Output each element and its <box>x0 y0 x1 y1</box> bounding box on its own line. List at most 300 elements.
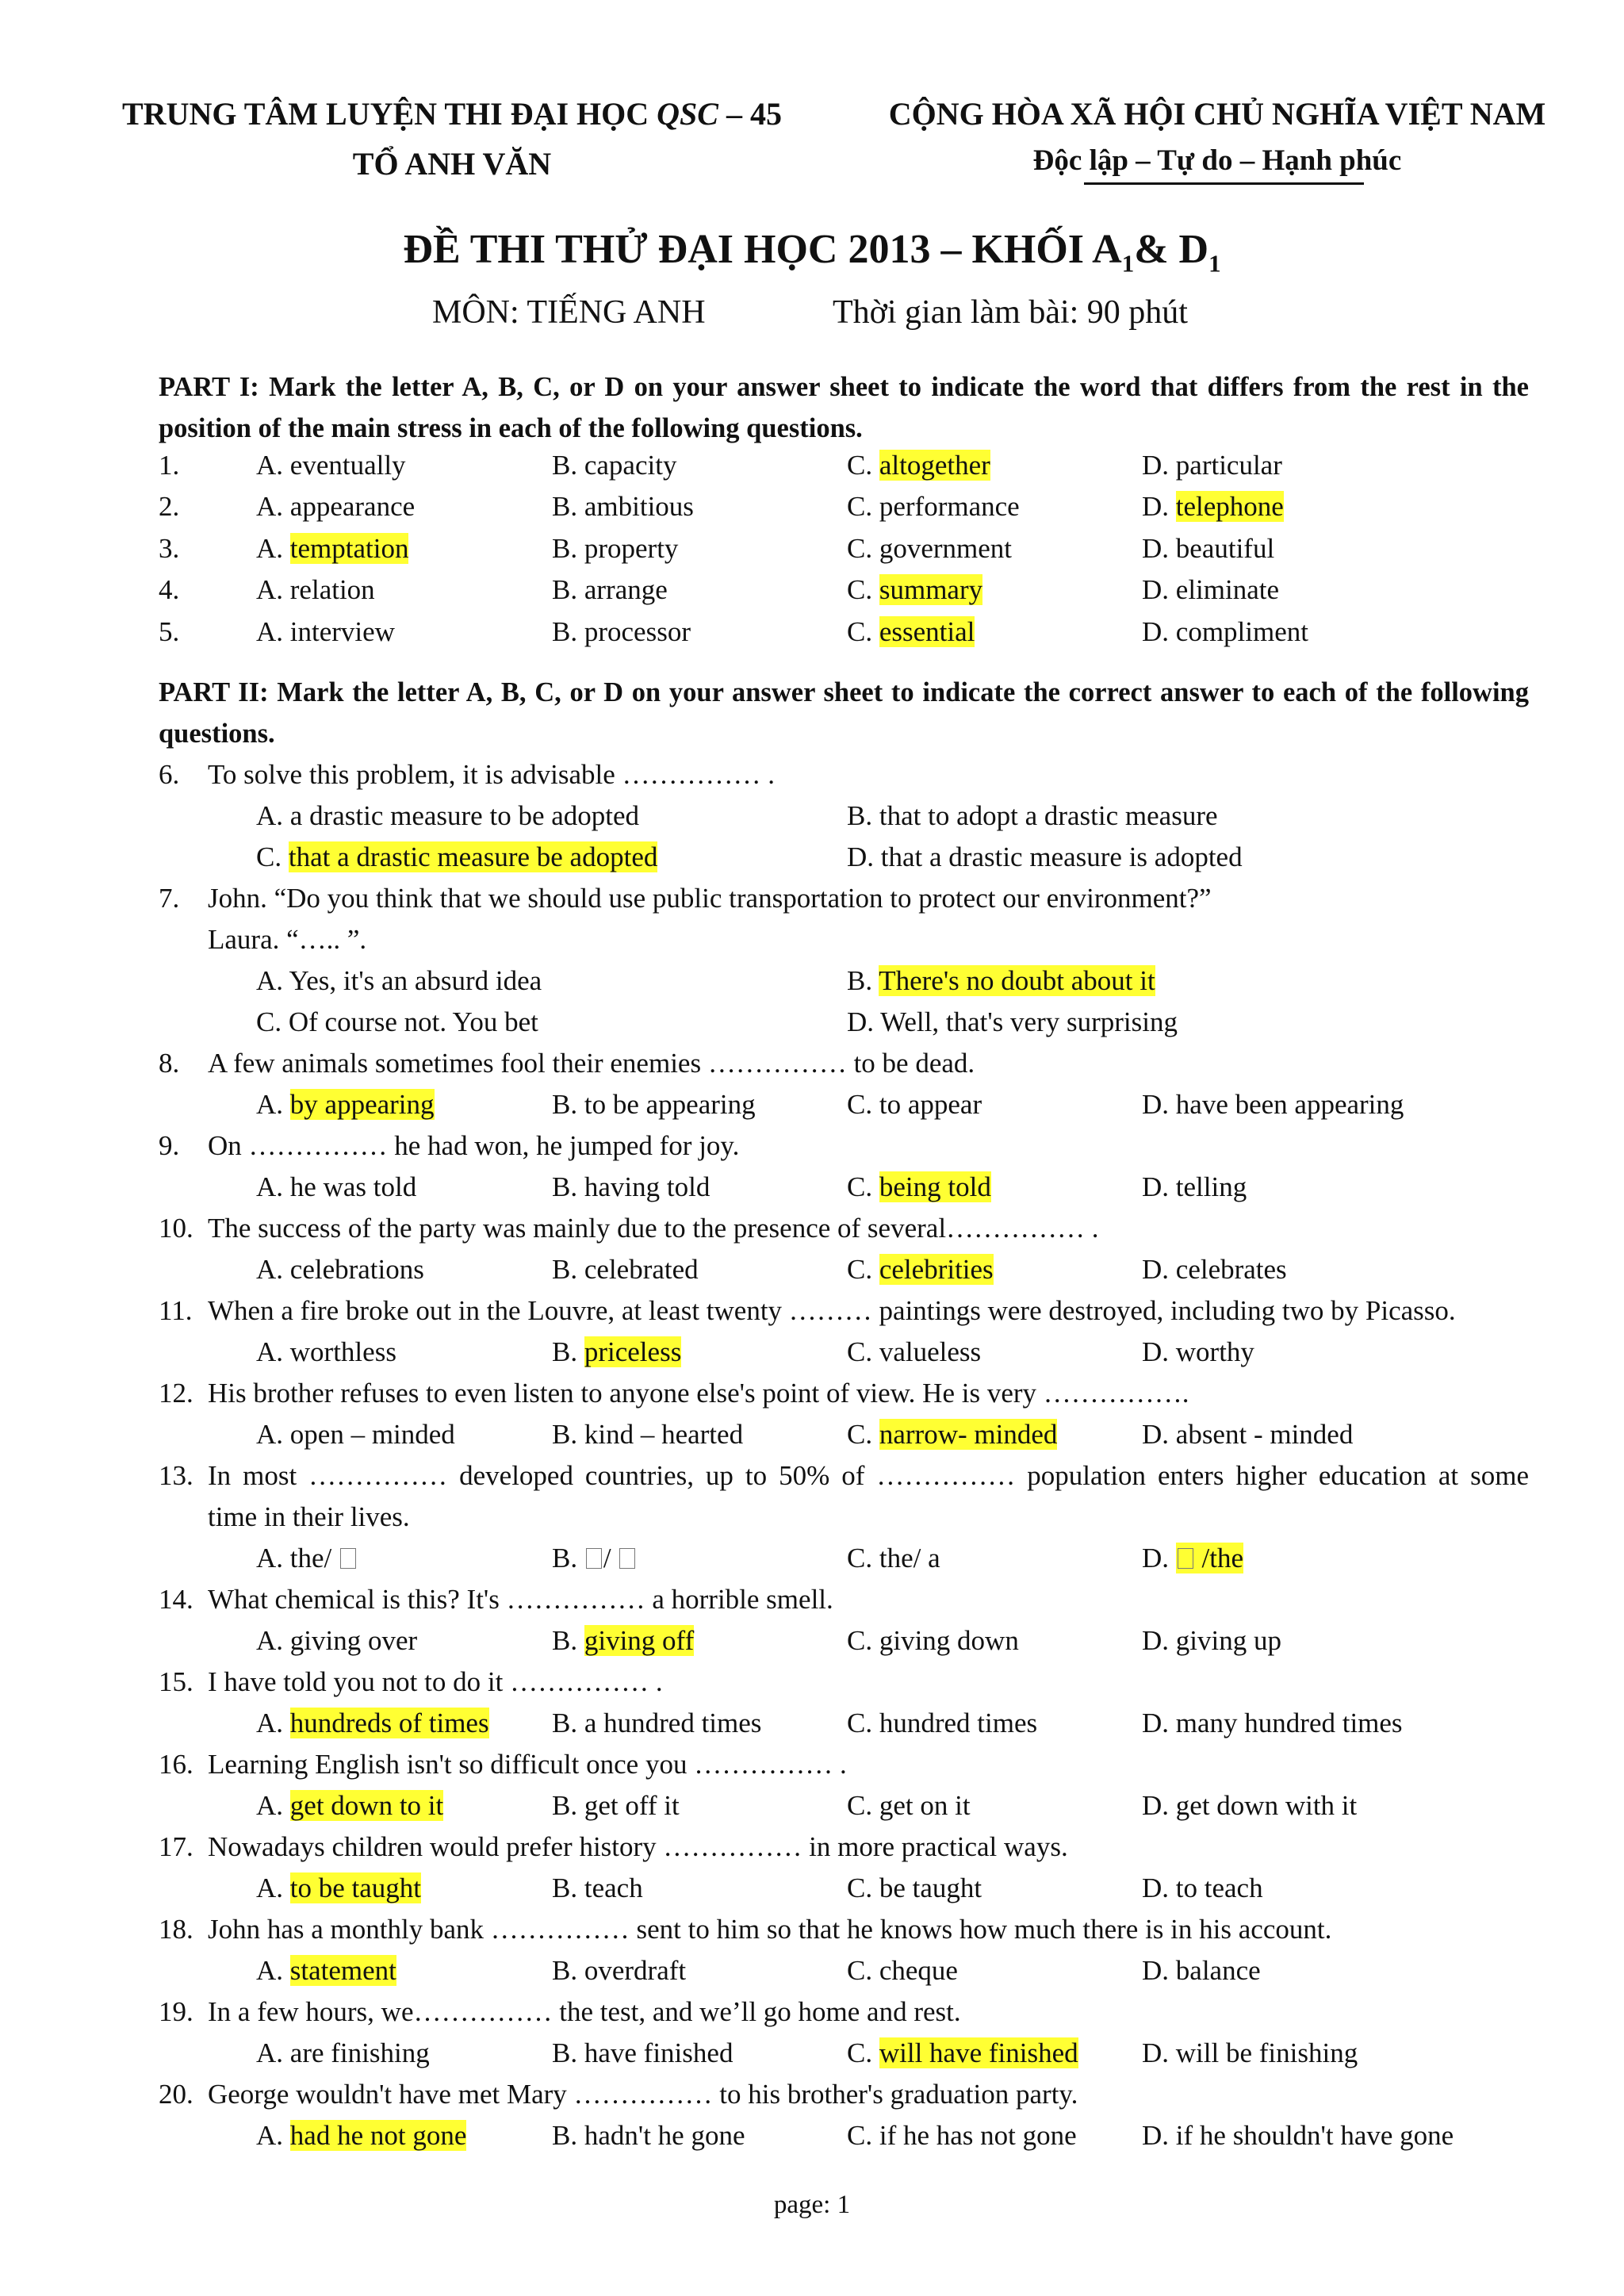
option-letter: C. <box>847 1790 879 1821</box>
option-text-highlighted: by appearing <box>289 1089 435 1120</box>
question-stem-row <box>0 883 1624 924</box>
option-text: get down with it <box>1175 1790 1358 1821</box>
option-text: a hundred times <box>584 1708 762 1738</box>
options-row <box>0 1171 1624 1213</box>
option-d[interactable] <box>847 841 1243 873</box>
option-letter: C. <box>847 1625 879 1656</box>
option-letter: D. <box>1142 1872 1176 1903</box>
option-letter: D. <box>1142 450 1176 481</box>
question-number: 13. <box>159 1460 193 1491</box>
question-stem-row <box>0 1666 1624 1708</box>
option-letter: A. <box>256 800 290 831</box>
option-letter: D. <box>1142 2037 1176 2068</box>
question-text: When a fire broke out in the Louvre, at least twenty ……… paintings were destroyed, including two by Picasso. <box>208 1295 1456 1326</box>
option-letter: D. <box>1142 491 1176 522</box>
option-letter: D. <box>847 1006 881 1037</box>
option-a[interactable] <box>256 1419 455 1451</box>
option-text-highlighted: get down to it <box>289 1790 444 1821</box>
option-text: government <box>879 533 1013 564</box>
option-letter: C. <box>847 491 879 522</box>
option-letter: B. <box>552 2120 584 2151</box>
option-text: to appear <box>879 1089 982 1120</box>
option-text: eventually <box>289 450 406 481</box>
option-text-highlighted: that a drastic measure be adopted <box>288 841 658 872</box>
option-b[interactable] <box>552 574 668 606</box>
option-letter: D. <box>1142 1708 1176 1738</box>
option-text-highlighted: will have finished <box>879 2037 1078 2068</box>
option-letter: D. <box>1142 1543 1176 1573</box>
option-b[interactable] <box>552 533 678 565</box>
option-c[interactable] <box>847 574 982 606</box>
question-text: Learning English isn't so difficult once you …………… . <box>208 1749 847 1780</box>
question-number: 15. <box>159 1666 193 1697</box>
question-number: 8. <box>159 1048 180 1079</box>
option-letter: B. <box>552 450 584 481</box>
option-letter: C. <box>256 1006 289 1037</box>
question-text: On …………… he had won, he jumped for joy. <box>208 1130 740 1161</box>
question-text: John. “Do you think that we should use public transportation to protect our environment?” <box>208 883 1212 914</box>
option-d[interactable] <box>1142 1543 1243 1574</box>
option-text-highlighted: statement <box>289 1955 396 1986</box>
option-letter: C. <box>847 1955 879 1986</box>
option-a[interactable] <box>256 1089 435 1121</box>
option-text: Well, that's very surprising <box>880 1006 1178 1037</box>
question-text: What chemical is this? It's …………… a horrible smell. <box>208 1584 833 1615</box>
option-letter: A. <box>256 1419 290 1450</box>
question-number: 7. <box>159 883 180 914</box>
part2-instruction: PART II: Mark the letter A, B, C, or D on your answer sheet to indicate the correct answer to each of the following questions. <box>159 677 1529 749</box>
option-letter: B. <box>552 1790 584 1821</box>
question-number: 1. <box>159 450 180 481</box>
options-row <box>0 2120 1624 2161</box>
option-letter: C. <box>847 1543 879 1573</box>
option-text: cheque <box>879 1955 958 1986</box>
option-letter: A. <box>256 450 290 481</box>
option-a[interactable] <box>256 1625 417 1657</box>
option-a[interactable] <box>256 1254 424 1286</box>
option-text-highlighted: summary <box>879 574 983 605</box>
option-d[interactable] <box>1142 1872 1263 1904</box>
option-text-highlighted: essential <box>879 616 975 647</box>
option-text: giving up <box>1175 1625 1281 1656</box>
options-row <box>0 1708 1624 1749</box>
option-letter: D. <box>1142 574 1176 605</box>
option-a[interactable] <box>256 1708 489 1739</box>
option-letter: B. <box>552 574 584 605</box>
option-letter: D. <box>1142 1790 1176 1821</box>
option-text: to be appearing <box>584 1089 756 1120</box>
option-text: have finished <box>584 2037 733 2068</box>
option-letter: A. <box>256 491 290 522</box>
options-row <box>0 1872 1624 1914</box>
option-text: eliminate <box>1175 574 1280 605</box>
option-c[interactable] <box>847 1872 982 1904</box>
option-letter: C. <box>847 1089 879 1120</box>
question-number: 2. <box>159 491 180 522</box>
question-number: 10. <box>159 1213 193 1244</box>
option-letter: D. <box>1142 1254 1176 1285</box>
option-text: if he has not gone <box>879 2120 1077 2151</box>
option-text: giving down <box>879 1625 1019 1656</box>
option-letter: C. <box>847 1336 879 1367</box>
option-text: that a drastic measure is adopted <box>880 841 1243 872</box>
option-letter: D. <box>1142 1171 1176 1202</box>
option-d[interactable] <box>1142 450 1282 481</box>
question-stem-row <box>0 1996 1624 2037</box>
option-d[interactable] <box>1142 533 1274 565</box>
option-b[interactable] <box>552 1790 680 1822</box>
option-b[interactable] <box>552 450 676 481</box>
option-b[interactable] <box>552 1625 694 1657</box>
option-a[interactable] <box>256 1872 421 1904</box>
option-a[interactable] <box>256 616 395 648</box>
question-stem-row <box>0 1295 1624 1336</box>
option-c[interactable] <box>847 1955 958 1987</box>
option-letter: B. <box>847 800 879 831</box>
option-letter: A. <box>256 533 290 564</box>
option-d[interactable] <box>1142 1790 1357 1822</box>
option-b[interactable] <box>552 491 694 523</box>
options-row <box>0 800 1624 841</box>
options-row <box>0 1625 1624 1666</box>
question-row <box>0 491 1624 532</box>
option-letter: A. <box>256 2037 290 2068</box>
question-continuation <box>0 924 1624 965</box>
option-c[interactable] <box>256 841 657 873</box>
option-letter: C. <box>847 1872 879 1903</box>
option-text: giving over <box>289 1625 418 1656</box>
option-text: be taught <box>879 1872 982 1903</box>
option-c[interactable] <box>847 491 1020 523</box>
time-label: Thời gian làm bài: 90 phút <box>833 294 1188 331</box>
missing-glyph-box <box>619 1548 635 1569</box>
question-number: 12. <box>159 1378 193 1409</box>
question-row <box>0 616 1624 657</box>
option-d[interactable] <box>1142 1336 1254 1368</box>
option-b[interactable] <box>552 1708 761 1739</box>
option-d[interactable] <box>1142 1171 1247 1203</box>
option-text: having told <box>584 1171 710 1202</box>
option-letter: A. <box>256 574 290 605</box>
option-letter: C. <box>847 1419 879 1450</box>
options-row <box>0 841 1624 883</box>
option-letter: B. <box>552 1872 584 1903</box>
option-a[interactable] <box>256 1543 358 1574</box>
question-text-cont: Laura. “….. ”. <box>208 924 367 955</box>
option-letter: D. <box>1142 1419 1176 1450</box>
option-text: open – minded <box>289 1419 455 1450</box>
option-letter: B. <box>552 1419 584 1450</box>
option-d[interactable] <box>1142 491 1284 523</box>
question-stem-row <box>0 759 1624 800</box>
option-text-highlighted: being told <box>879 1171 991 1202</box>
question-row <box>0 533 1624 574</box>
option-b[interactable] <box>552 1089 756 1121</box>
page-number: page: 1 <box>773 2191 851 2219</box>
option-d[interactable] <box>1142 1419 1353 1451</box>
question-number: 4. <box>159 574 180 605</box>
option-letter: C. <box>847 1708 879 1738</box>
question-text: The success of the party was mainly due to the presence of several…………… . <box>208 1213 1099 1244</box>
option-c[interactable] <box>847 1790 971 1822</box>
option-letter: B. <box>847 965 879 996</box>
option-text: Yes, it's an absurd idea <box>289 965 542 996</box>
option-b[interactable] <box>847 800 1218 832</box>
option-letter: B. <box>552 533 584 564</box>
option-letter: A. <box>256 1872 290 1903</box>
option-text: celebrates <box>1175 1254 1287 1285</box>
option-c[interactable] <box>847 2120 1077 2152</box>
option-d[interactable] <box>1142 1625 1281 1657</box>
question-stem-row <box>0 2079 1624 2120</box>
question-text: George wouldn't have met Mary …………… to his brother's graduation party. <box>208 2079 1078 2110</box>
question-number: 14. <box>159 1584 193 1615</box>
exam-title <box>0 226 1624 278</box>
option-letter: A. <box>256 1336 290 1367</box>
option-text: capacity <box>584 450 677 481</box>
option-b[interactable] <box>552 1336 681 1368</box>
center-number: – 45 <box>718 96 782 132</box>
option-d[interactable] <box>847 1006 1178 1038</box>
missing-glyph-box <box>1178 1548 1193 1569</box>
option-a[interactable] <box>256 1336 396 1368</box>
option-d[interactable] <box>1142 1254 1287 1286</box>
question-stem-row <box>0 1460 1624 1501</box>
option-d[interactable] <box>1142 574 1279 606</box>
option-c[interactable] <box>847 450 990 481</box>
option-letter: C. <box>847 2037 879 2068</box>
option-letter: B. <box>552 1089 584 1120</box>
option-letter: D. <box>1142 533 1176 564</box>
option-letter: A. <box>256 1708 290 1738</box>
option-text: worthless <box>289 1336 396 1367</box>
option-letter: A. <box>256 1254 290 1285</box>
option-d[interactable] <box>1142 1089 1404 1121</box>
question-number: 19. <box>159 1996 193 2027</box>
question-stem-row <box>0 1378 1624 1419</box>
option-b[interactable] <box>552 1955 686 1987</box>
option-a[interactable] <box>256 2037 430 2069</box>
option-c[interactable] <box>847 1419 1057 1451</box>
option-letter: D. <box>1142 1955 1176 1986</box>
option-text-highlighted: temptation <box>289 533 409 564</box>
option-text: compliment <box>1175 616 1308 647</box>
question-stem-row <box>0 1584 1624 1625</box>
option-text: hundred times <box>879 1708 1038 1738</box>
option-letter: A. <box>256 1955 290 1986</box>
option-text: relation <box>289 574 375 605</box>
exam-title-main: ĐỀ THI THỬ ĐẠI HỌC 2013 – KHỐI A <box>403 227 1122 272</box>
option-a[interactable] <box>256 491 415 523</box>
option-c[interactable] <box>256 1006 538 1038</box>
question-text: I have told you not to do it …………… . <box>208 1666 663 1697</box>
option-text-highlighted: narrow- minded <box>879 1419 1058 1450</box>
options-row <box>0 2037 1624 2079</box>
option-letter: B. <box>552 616 584 647</box>
option-b[interactable] <box>552 1543 637 1574</box>
question-text: His brother refuses to even listen to anyone else's point of view. He is very ……………. <box>208 1378 1189 1409</box>
question-stem-row <box>0 1749 1624 1790</box>
option-letter: A. <box>256 1790 290 1821</box>
question-text-cont: time in their lives. <box>208 1501 410 1532</box>
option-text: valueless <box>879 1336 982 1367</box>
option-c[interactable] <box>847 616 975 648</box>
option-c[interactable] <box>847 1336 981 1368</box>
option-d[interactable] <box>1142 616 1308 648</box>
question-text: Nowadays children would prefer history …………… in more practical ways. <box>208 1831 1068 1862</box>
question-stem-row <box>0 1048 1624 1089</box>
question-number: 18. <box>159 1914 193 1945</box>
option-text: hadn't he gone <box>584 2120 745 2151</box>
option-b[interactable] <box>552 1254 699 1286</box>
option-text: the/ <box>290 1543 358 1573</box>
option-b[interactable] <box>552 2120 745 2152</box>
option-c[interactable] <box>847 1625 1019 1657</box>
option-letter: B. <box>552 2037 584 2068</box>
option-d[interactable] <box>1142 1955 1261 1987</box>
option-text-highlighted: telephone <box>1175 491 1284 522</box>
option-text: interview <box>289 616 395 647</box>
center-name-text: TRUNG TÂM LUYỆN THI ĐẠI HỌC <box>122 96 657 132</box>
option-b[interactable] <box>552 1872 643 1904</box>
option-b[interactable] <box>552 1419 743 1451</box>
options-row <box>0 1336 1624 1378</box>
question-number: 20. <box>159 2079 193 2110</box>
option-text: to teach <box>1175 1872 1263 1903</box>
option-text: property <box>584 533 679 564</box>
option-text: arrange <box>584 574 668 605</box>
option-d[interactable] <box>1142 2037 1358 2069</box>
option-text: have been appearing <box>1175 1089 1404 1120</box>
option-letter: C. <box>847 616 879 647</box>
option-text: Of course not. You bet <box>288 1006 538 1037</box>
option-d[interactable] <box>1142 2120 1454 2152</box>
center-abbrev: QSC <box>657 96 718 132</box>
option-text: will be finishing <box>1175 2037 1358 2068</box>
motto: Độc lập – Tự do – Hạnh phúc <box>1032 144 1402 177</box>
option-text-highlighted: altogether <box>879 450 990 481</box>
question-number: 5. <box>159 616 180 647</box>
question-number: 9. <box>159 1130 180 1161</box>
question-stem-row <box>0 1831 1624 1872</box>
option-b[interactable] <box>847 965 1155 997</box>
subject-label: MÔN: TIẾNG ANH <box>432 294 706 331</box>
option-d[interactable] <box>1142 1708 1403 1739</box>
option-b[interactable] <box>552 2037 733 2069</box>
option-text: processor <box>584 616 691 647</box>
option-text: performance <box>879 491 1020 522</box>
exam-title-sub1: 1 <box>1121 249 1135 278</box>
option-a[interactable] <box>256 574 375 606</box>
question-number: 11. <box>159 1295 193 1326</box>
option-letter: D. <box>847 841 881 872</box>
option-text: celebrated <box>584 1254 699 1285</box>
option-c[interactable] <box>847 1543 940 1574</box>
option-letter: B. <box>552 1171 584 1202</box>
question-row <box>0 574 1624 615</box>
option-letter: A. <box>256 2120 290 2151</box>
option-letter: A. <box>256 1171 290 1202</box>
option-text: that to adopt a drastic measure <box>879 800 1218 831</box>
exam-title-sub2: 1 <box>1208 249 1221 278</box>
question-text: To solve this problem, it is advisable …………… . <box>208 759 775 790</box>
option-a[interactable] <box>256 965 542 997</box>
option-c[interactable] <box>847 2037 1078 2069</box>
option-a[interactable] <box>256 1171 416 1203</box>
option-letter: A. <box>256 616 290 647</box>
option-text-highlighted: priceless <box>584 1336 682 1367</box>
option-text: get off it <box>584 1790 680 1821</box>
option-a[interactable] <box>256 1955 396 1987</box>
options-row <box>0 1089 1624 1130</box>
question-stem-row <box>0 1213 1624 1254</box>
option-text: appearance <box>289 491 416 522</box>
option-letter: D. <box>1142 2120 1176 2151</box>
center-name <box>79 95 825 132</box>
option-letter: A. <box>256 1625 290 1656</box>
option-text: the/ a <box>879 1543 940 1573</box>
option-text: overdraft <box>584 1955 687 1986</box>
option-b[interactable] <box>552 1171 710 1203</box>
option-c[interactable] <box>847 1708 1037 1739</box>
option-text-highlighted: to be taught <box>289 1872 422 1903</box>
option-a[interactable] <box>256 450 406 481</box>
option-text: he was told <box>289 1171 417 1202</box>
option-letter: D. <box>1142 616 1176 647</box>
option-letter: C. <box>847 450 879 481</box>
options-row <box>0 1419 1624 1460</box>
question-text: John has a monthly bank …………… sent to him so that he knows how much there is in his account. <box>208 1914 1332 1945</box>
option-letter: C. <box>847 533 879 564</box>
motto-underline <box>1084 182 1364 185</box>
country-name: CỘNG HÒA XÃ HỘI CHỦ NGHĨA VIỆT NAM <box>888 96 1546 132</box>
option-text-highlighted: /the <box>1176 1543 1243 1573</box>
option-text-highlighted: had he not gone <box>289 2120 467 2151</box>
option-text-highlighted: hundreds of times <box>289 1708 489 1738</box>
option-a[interactable] <box>256 2120 466 2152</box>
option-a[interactable] <box>256 1790 443 1822</box>
option-letter: B. <box>552 1708 584 1738</box>
option-a[interactable] <box>256 800 639 832</box>
options-row <box>0 1254 1624 1295</box>
option-text-highlighted: There's no doubt about it <box>879 965 1155 996</box>
option-a[interactable] <box>256 533 408 565</box>
option-letter: A. <box>256 1089 290 1120</box>
option-c[interactable] <box>847 1171 991 1203</box>
option-letter: C. <box>847 1171 879 1202</box>
option-c[interactable] <box>847 1089 982 1121</box>
option-letter: C. <box>847 574 879 605</box>
option-letter: B. <box>552 1955 584 1986</box>
option-c[interactable] <box>847 1254 994 1286</box>
option-text: particular <box>1175 450 1282 481</box>
option-text-highlighted: celebrities <box>879 1254 994 1285</box>
options-row <box>0 1543 1624 1584</box>
question-text: A few animals sometimes fool their enemies …………… to be dead. <box>208 1048 975 1079</box>
option-text: ambitious <box>584 491 694 522</box>
option-letter: B. <box>552 1254 584 1285</box>
question-continuation <box>0 1501 1624 1543</box>
option-c[interactable] <box>847 533 1012 565</box>
question-number: 6. <box>159 759 180 790</box>
option-text: teach <box>584 1872 643 1903</box>
question-stem-row <box>0 1130 1624 1171</box>
missing-glyph-box <box>340 1548 356 1569</box>
option-letter: A. <box>256 965 289 996</box>
option-text: worthy <box>1175 1336 1254 1367</box>
missing-glyph-box <box>586 1548 602 1569</box>
option-b[interactable] <box>552 616 691 648</box>
